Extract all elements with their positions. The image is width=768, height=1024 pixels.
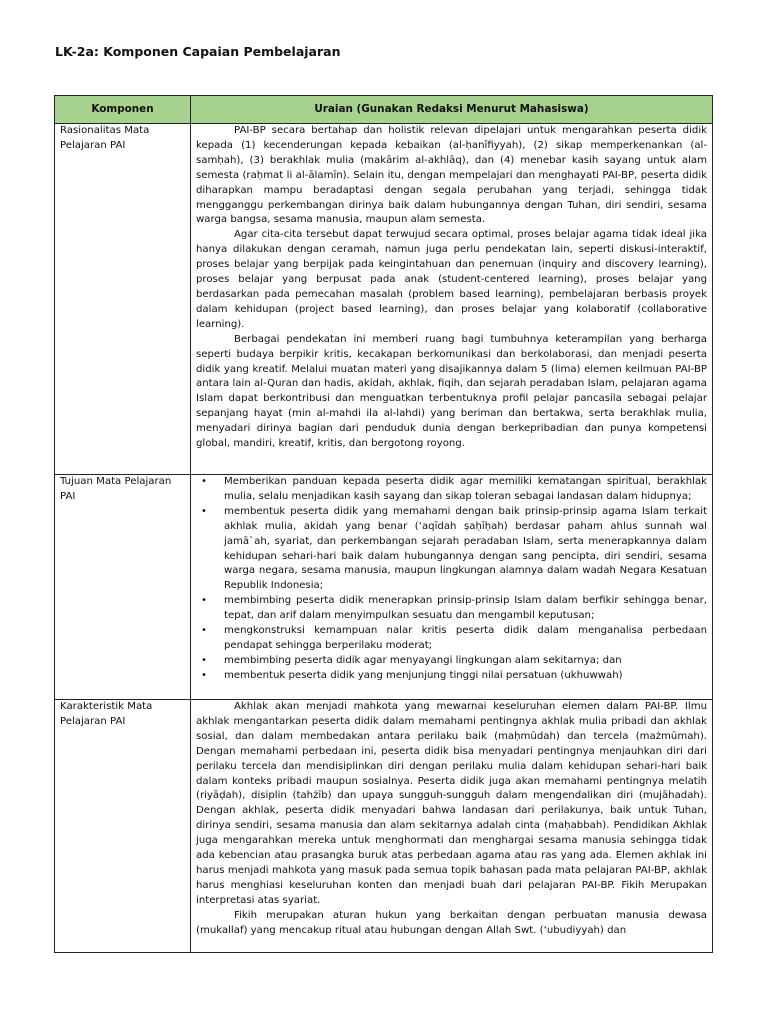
row-content — [191, 124, 713, 475]
list-item — [201, 505, 707, 594]
list-item-text: membimbing peserta didik menerapkan prinsip-prinsip Islam dalam berfikir sehingga benar, tepat, dan arif dalam menyimpulkan sesuatu dan mengambil keputusan; — [224, 595, 707, 622]
paragraph: PAI-BP secara bertahap dan holistik relevan dipelajari untuk mengarahkan peserta didik kepada (1) kecenderungan kepada kebaikan (al-ḥanīfiyyah), (2) sikap memperkenankan (al-samḥah), (3) berakhlak mulia (makārim al-akhlāq), dan (4) menebar kasih sayang untuk alam semesta (raḥmat li al-ālamīn). Selain itu, dengan mempelajari dan menghayati PAI-BP, peserta didik diharapkan mampu beradaptasi dengan segala perubahan yang terjadi, sehingga tidak mengganggu perkembangan dirinya baik dalam hubungannya dengan Tuhan, diri sendiri, sesama warga bangsa, sesama manusia, maupun alam semesta. — [196, 125, 707, 226]
row-content-clip — [196, 700, 707, 952]
table-row-karakteristik — [55, 700, 713, 953]
bullet-icon: • — [201, 505, 207, 517]
header-komponen: Komponen — [55, 96, 191, 124]
bullet-icon: • — [201, 595, 207, 607]
list-item-text: Memberikan panduan kepada peserta didik agar memiliki kematangan spiritual, berakhlak mulia, selalu menjadikan kasih sayang dan sikap toleran sebagai landasan dalam hidupnya; — [224, 476, 707, 502]
list-item-text: membentuk peserta didik yang memahami dengan baik prinsip-prinsip agama Islam terkait akhlak mulia, akidah yang benar (‘aqīdah ṣaḥīḥah) berdasar paham ahlus sunnah wal jamā`ah, syariat, dan perkembangan sejarah peradaban Islam, serta menerapkannya dalam kehidupan sehari-hari baik dalam hubungannya dengan sang pencipta, diri sendiri, sesama warga negara, sesama manusia, maupun lingkungan alamnya dalam wadah Negara Kesatuan Republik Indonesia; — [224, 505, 707, 592]
paragraph: Berbagai pendekatan ini memberi ruang bagi tumbuhnya keterampilan yang berharga seperti budaya berpikir kritis, kecakapan berkomunikasi dan berkolaborasi, dan menjadi peserta didik yang kreatif. Melalui muatan materi yang disajikannya dalam 5 (lima) elemen keilmuan PAI-BP antara lain al-Quran dan hadis, akidah, akhlak, fiqih, dan sejarah peradaban Islam, pelajaran agama Islam dapat berkontribusi dan menguatkan terbentuknya profil pelajar pancasila sebagai pelajar sepanjang hayat (min al-mahdi ila al-lahdi) yang beriman dan bertakwa, serta berakhlak mulia, menyadari dirinya bagian dari penduduk dunia dengan berkepribadian dan punya kompetensi global, mandiri, kreatif, kritis, dan bergotong royong. — [196, 333, 707, 450]
row-label: Tujuan Mata Pelajaran PAI — [55, 475, 191, 700]
list-item — [201, 669, 707, 684]
paragraph: Agar cita-cita tersebut dapat terwujud secara optimal, proses belajar agama tidak ideal jika hanya dilakukan dengan ceramah, namun juga perlu pendekatan lain, seperti diskusi-interaktif, proses belajar yang berpijak pada keingintahuan dan penemuan (inquiry and discovery learning), proses belajar yang berpusat pada anak (student-centered learning), proses belajar yang berdasarkan pada pemecahan masalah (problem based learning), pembelajaran berbasis proyek dalam kehidupan (project based learning), dan proses belajar yang kolaboratif (collaborative learning). — [196, 229, 707, 330]
row-label: Rasionalitas Mata Pelajaran PAI — [55, 124, 191, 475]
row-content — [191, 700, 713, 953]
row-content — [191, 475, 713, 700]
header-uraian: Uraian (Gunakan Redaksi Menurut Mahasiswa) — [191, 96, 713, 124]
list-item-text: membentuk peserta didik yang menjunjung tinggi nilai persatuan (ukhuwwah) — [224, 669, 623, 681]
components-table — [54, 95, 713, 953]
bullet-icon: • — [201, 654, 207, 666]
bullet-icon: • — [201, 476, 207, 487]
table-row-rasionalitas — [55, 124, 713, 475]
list-item-text: membimbing peserta didik agar menyayangi lingkungan alam sekitarnya; dan — [224, 654, 622, 666]
paragraph: Fikih merupakan aturan hukun yang berkaitan dengan perbuatan manusia dewasa (mukallaf) yang mencakup ritual atau hubungan dengan Allah Swt. (‘ubudiyyah) dan — [196, 909, 707, 936]
list-item — [201, 475, 707, 505]
table-row-tujuan — [55, 475, 713, 700]
bullet-icon: • — [201, 669, 207, 681]
list-item-text: mengkonstruksi kemampuan nalar kritis peserta didik dalam menganalisa perbedaan pendapat sehingga berperilaku moderat; — [224, 625, 707, 651]
bullet-icon: • — [201, 625, 207, 637]
goals-list — [196, 475, 707, 684]
document-title: LK-2a: Komponen Capaian Pembelajaran — [55, 44, 341, 59]
table-header-row — [55, 96, 713, 124]
paragraph: Akhlak akan menjadi mahkota yang mewarnai keseluruhan elemen dalam PAI-BP. Ilmu akhlak mengantarkan peserta didik dalam memahami pentingnya akhlak mulia pribadi dan akhlak sosial, dan dalam membedakan antara perilaku baik (maḥmūdah) dan tercela (mażmūmah). Dengan memahami perbedaan ini, peserta didik bisa menyadari pentingnya menjauhkan diri dari perilaku tercela dan mendisiplinkan diri dengan perilaku mulia dalam kehidupan sehari-hari baik dalam konteks pribadi maupun sosialnya. Peserta didik juga akan memahami pentingnya melatih (riyāḍah), disiplin (tahżīb) dan upaya sungguh-sungguh dalam mengendalikan diri (mujāhadah). Dengan akhlak, peserta didik menyadari bahwa landasan dari perilakunya, baik untuk Tuhan, dirinya sendiri, sesama manusia dan alam sekitarnya adalah cinta (maḥabbah). Pendidikan Akhlak juga mengarahkan mereka untuk menghormati dan menghargai sesama manusia sehingga tidak ada kebencian atau prasangka buruk atas perbedaan agama atau ras yang ada. Elemen akhlak ini harus menjadi mahkota yang masuk pada semua topik bahasan pada mata pelajaran PAI-BP, akhlak harus menghiasi keseluruhan konten dan menjadi buah dari pelajaran PAI-BP. Fikih Merupakan interpretasi atas syariat. — [196, 701, 707, 906]
list-item — [201, 654, 707, 669]
row-label: Karakteristik Mata Pelajaran PAI — [55, 700, 191, 953]
list-item — [201, 624, 707, 654]
list-item — [201, 594, 707, 624]
